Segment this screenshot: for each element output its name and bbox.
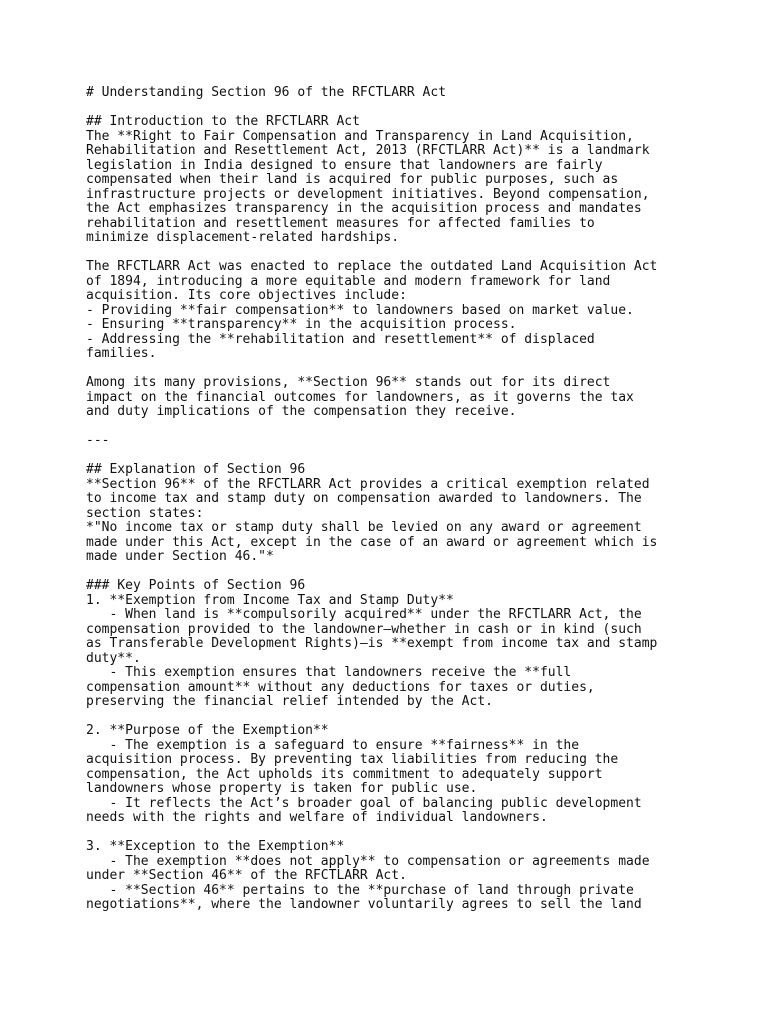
document-line: legislation in India designed to ensure that landowners are fairly [86, 157, 603, 173]
document-line: - The exemption **does not apply** to compensation or agreements made [86, 853, 650, 869]
document-line: made under Section 46."* [86, 549, 274, 564]
document-line: made under this Act, except in the case of an award or agreement which is [86, 534, 658, 550]
document-line: --- [86, 433, 110, 448]
document-line: infrastructure projects or development initiatives. Beyond compensation, [86, 186, 650, 202]
document-line: negotiations**, where the landowner voluntarily agrees to sell the land [86, 897, 642, 912]
document-line: families. [86, 346, 157, 361]
document-line: section states: [86, 505, 204, 521]
document-line: minimize displacement-related hardships. [86, 230, 400, 245]
document-line: - When land is **compulsorily acquired** under the RFCTLARR Act, the [86, 607, 642, 622]
document-line: compensation amount** without any deductions for taxes or duties, [86, 679, 595, 695]
document-line: - Addressing the **rehabilitation and resettlement** of displaced [86, 331, 595, 347]
document-line: preserving the financial relief intended by the Act. [86, 694, 493, 709]
document-line: - This exemption ensures that landowners receive the **full [86, 665, 572, 680]
document-line [86, 420, 657, 435]
document-line: as Transferable Development Rights)—is **exempt from income tax and stamp [86, 636, 658, 651]
document-line: acquisition. Its core objectives include: [86, 288, 407, 303]
document-line [86, 826, 657, 841]
document-line [86, 101, 657, 116]
document-line: # Understanding Section 96 of the RFCTLARR Act [86, 85, 447, 100]
document-line: ### Key Points of Section 96 [86, 578, 306, 593]
document-line [86, 362, 657, 377]
document-line: compensation provided to the landowner—whether in cash or in kind (such [86, 621, 642, 637]
document-line: 1. **Exemption from Income Tax and Stamp Duty** [86, 592, 454, 608]
document-line: *"No income tax or stamp duty shall be levied on any award or agreement [86, 520, 642, 535]
document-line: The RFCTLARR Act was enacted to replace the outdated Land Acquisition Act [86, 259, 658, 274]
document-line: Among its many provisions, **Section 96** stands out for its direct [86, 375, 611, 390]
document-line: and duty implications of the compensation they receive. [86, 404, 517, 419]
document-line: ## Introduction to the RFCTLARR Act [86, 114, 360, 129]
document-line: - Ensuring **transparency** in the acquisition process. [86, 317, 517, 332]
document-line: of 1894, introducing a more equitable and modern framework for land [86, 273, 611, 289]
document-line: ## Explanation of Section 96 [86, 462, 306, 477]
document-line [86, 565, 657, 580]
document-line: impact on the financial outcomes for landowners, as it governs the tax [86, 389, 634, 405]
document-line [86, 710, 657, 725]
document-line: 3. **Exception to the Exemption** [86, 839, 345, 854]
document-text [86, 86, 657, 913]
document-line: the Act emphasizes transparency in the acquisition process and mandates [86, 201, 642, 216]
document-line: to income tax and stamp duty on compensation awarded to landowners. The [86, 491, 642, 506]
document-line: needs with the rights and welfare of individual landowners. [86, 810, 548, 825]
document-line [86, 246, 657, 261]
document-line: rehabilitation and resettlement measures for affected families to [86, 215, 595, 231]
document-line: acquisition process. By preventing tax liabilities from reducing the [86, 752, 619, 767]
document-line: landowners whose property is taken for public use. [86, 781, 478, 796]
document-line: - The exemption is a safeguard to ensure **fairness** in the [86, 737, 580, 753]
document-line: compensation, the Act upholds its commitment to adequately support [86, 766, 603, 782]
document-line: duty**. [86, 650, 141, 666]
document-line [86, 449, 657, 464]
document-line: - Providing **fair compensation** to landowners based on market value. [86, 302, 634, 318]
document-line: 2. **Purpose of the Exemption** [86, 723, 329, 738]
document-line: **Section 96** of the RFCTLARR Act provides a critical exemption related [86, 476, 650, 492]
document-line: The **Right to Fair Compensation and Transparency in Land Acquisition, [86, 128, 634, 144]
document-line: - It reflects the Act’s broader goal of balancing public development [86, 795, 642, 811]
document-line: compensated when their land is acquired for public purposes, such as [86, 172, 619, 187]
document-line: - **Section 46** pertains to the **purchase of land through private [86, 882, 634, 898]
document-line: under **Section 46** of the RFCTLARR Act. [86, 868, 407, 883]
document-line: Rehabilitation and Resettlement Act, 2013 (RFCTLARR Act)** is a landmark [86, 143, 650, 158]
